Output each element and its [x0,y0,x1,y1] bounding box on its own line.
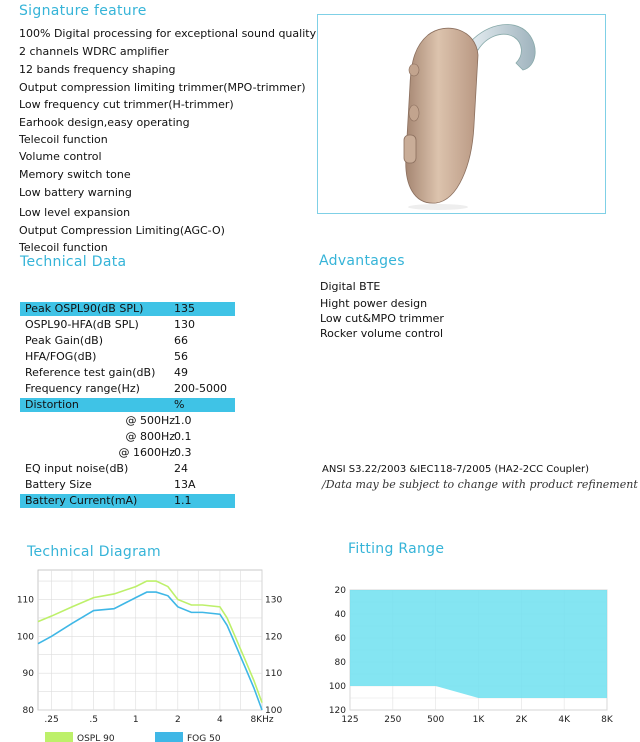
legend-label: OSPL 90 [77,734,115,742]
x-tick-label: 4K [558,715,570,725]
tech-row-value: 0.1 [174,430,192,443]
technical-diagram-chart [0,560,300,742]
advantage-item: Rocker volume control [320,327,444,340]
disclaimer-note: /Data may be subject to change with product refinement [322,478,638,491]
tech-row-value: 130 [174,318,195,331]
feature-item: Telecoil function [19,133,108,146]
x-tick-label: 125 [341,715,359,725]
advantage-item: Hight power design [320,297,428,310]
y-tick-label: 40 [334,610,346,620]
tech-row-label: @ 800Hz [125,430,175,443]
x-tick-label: 2 [174,715,181,725]
tech-row-value: 49 [174,366,188,379]
tech-row [20,430,235,444]
x-tick-label: .25 [44,715,59,725]
x-tick-label: 2K [515,715,528,725]
fitting-range-chart [320,560,638,730]
hearing-aid-image [318,15,605,213]
left-tick-label: 110 [16,595,34,606]
y-tick-label: 100 [328,682,346,692]
tech-row [20,334,235,348]
left-tick-label: 80 [22,706,34,716]
x-tick-label: 1K [472,715,485,725]
feature-item: Telecoil function [19,241,108,254]
tech-row-label: Frequency range(Hz) [25,382,140,395]
tech-row-label: EQ input noise(dB) [25,462,129,475]
y-tick-label: 60 [334,634,346,644]
tech-row [20,478,235,492]
feature-item: 100% Digital processing for exceptional sound quality [19,27,317,40]
x-tick-label: 250 [384,715,402,725]
tech-row [20,302,235,316]
left-tick-label: 90 [22,669,34,680]
x-tick-label: 4 [217,715,223,725]
left-tick-label: 100 [16,632,34,643]
tech-row-label: Peak OSPL90(dB SPL) [25,302,144,315]
legend-swatch [155,732,183,742]
tech-row-value: 1.0 [174,414,192,427]
plot-area [38,570,262,710]
tech-row-value: 13A [174,478,196,491]
tech-row [20,398,235,412]
fitting-area [350,590,607,698]
x-tick-label: 8K [601,715,613,725]
product-photo [317,14,606,214]
tech-row [20,414,235,428]
tech-row-label: Reference test gain(dB) [25,366,156,379]
tech-row-value: 66 [174,334,188,347]
signature-title: Signature feature [19,3,147,19]
standard-note: ANSI S3.22/2003 &IEC118-7/2005 (HA2-2CC Coupler) [322,464,589,475]
right-tick-label: 130 [265,595,283,606]
advantage-item: Digital BTE [320,280,381,293]
feature-item: Volume control [19,150,102,163]
tech-row [20,318,235,332]
y-tick-label: 120 [328,706,346,716]
x-tick-label: 500 [427,715,445,725]
tech-row-value: 56 [174,350,188,363]
tech-row-value: 135 [174,302,195,315]
feature-item: 2 channels WDRC amplifier [19,45,169,58]
advantage-item: Low cut&MPO trimmer [320,312,444,325]
x-tick-label: 1 [132,715,139,725]
right-tick-label: 100 [265,706,283,716]
feature-item: 12 bands frequency shaping [19,63,176,76]
tech-row-label: Battery Current(mA) [25,494,138,507]
tech-row-value: 1.1 [174,494,192,507]
tech-row-label: Battery Size [25,478,92,491]
tech-row-label: @ 1600Hz [118,446,175,459]
legend-swatch [45,732,73,742]
advantages-title: Advantages [319,253,405,269]
tech-row-label: OSPL90-HFA(dB SPL) [25,318,139,331]
tech-row-value: 200-5000 [174,382,227,395]
tech-row [20,494,235,508]
feature-item: Output Compression Limiting(AGC-O) [19,224,225,237]
feature-item: Output compression limiting trimmer(MPO-trimmer) [19,81,306,94]
tech-row [20,382,235,396]
diagram-title: Technical Diagram [27,544,161,560]
tech-row-label: Distortion [25,398,79,411]
x-tick-label: .5 [89,715,98,725]
y-tick-label: 20 [334,586,346,596]
feature-item: Earhook design,easy operating [19,116,190,129]
tech-row [20,446,235,460]
feature-item: Memory switch tone [19,168,131,181]
x-tick-label: 8KHz [250,715,274,725]
tech-row-label: @ 500Hz [125,414,175,427]
tech-row [20,366,235,380]
tech-row [20,350,235,364]
feature-item: Low frequency cut trimmer(H-trimmer) [19,98,234,111]
tech-row-value: 0.3 [174,446,192,459]
right-tick-label: 110 [265,669,283,680]
feature-item: Low level expansion [19,206,131,219]
right-tick-label: 120 [265,632,283,643]
fitting-title: Fitting Range [348,541,445,557]
feature-item: Low battery warning [19,186,132,199]
y-tick-label: 80 [334,658,346,668]
legend-label: FOG 50 [187,734,221,742]
tech-row-value: % [174,398,185,411]
tech-row-label: HFA/FOG(dB) [25,350,97,363]
tech-row-value: 24 [174,462,188,475]
tech-row [20,462,235,476]
tech-row-label: Peak Gain(dB) [25,334,104,347]
technical-title: Technical Data [20,254,127,270]
